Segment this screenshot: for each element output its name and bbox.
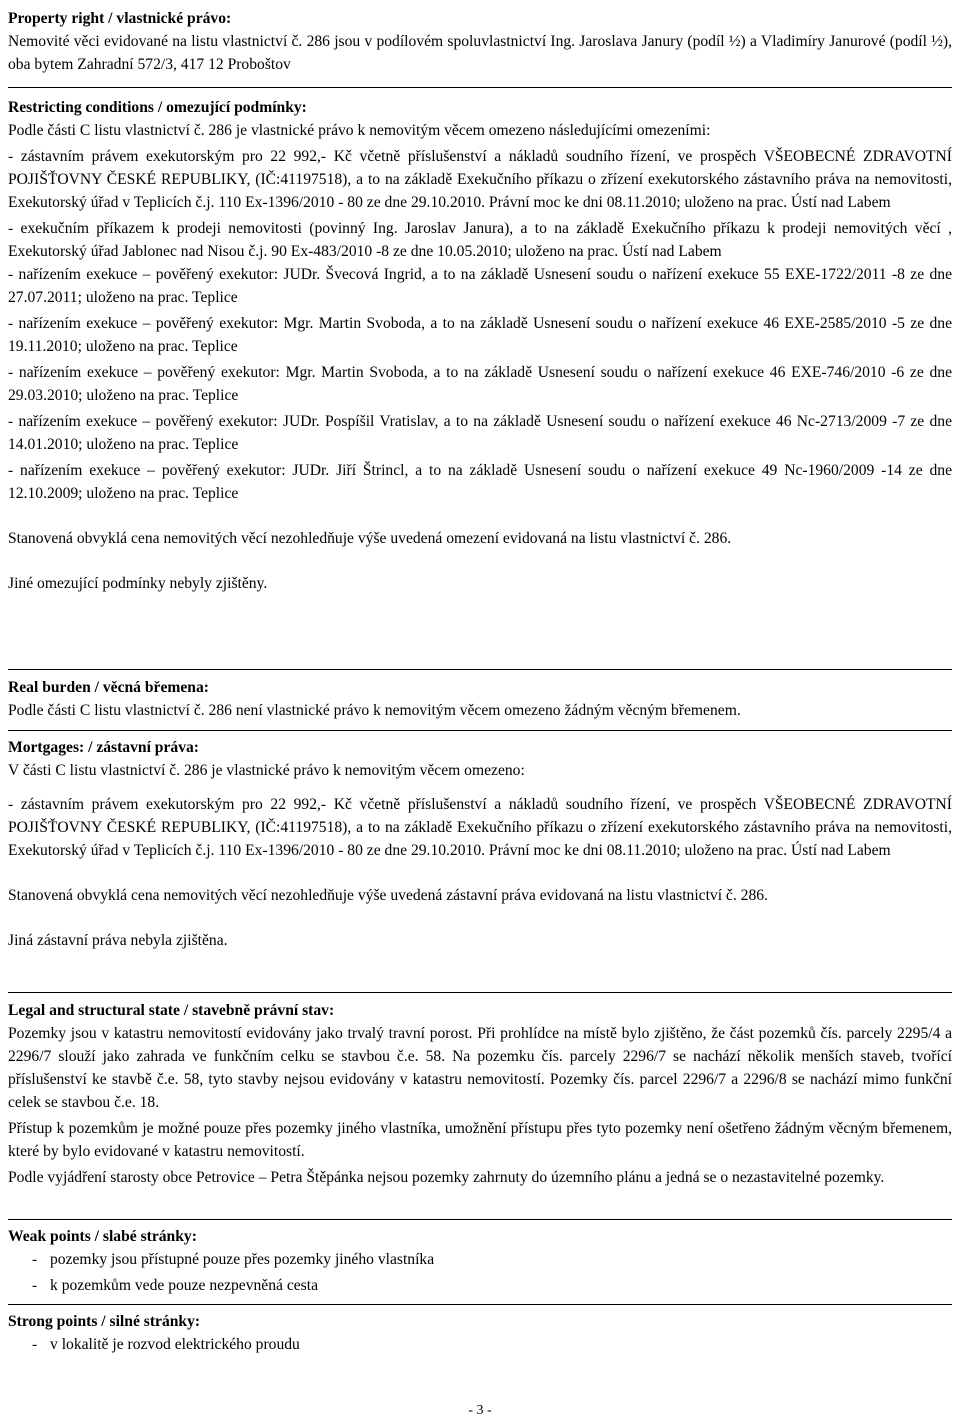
section-heading: Real burden / věcná břemena: [8, 679, 209, 696]
section-heading: Property right / vlastnické právo: [8, 10, 232, 27]
section-legal-state [8, 992, 952, 1189]
restriction-item: - nařízením exekuce – pověřený exekutor: JUDr. Pospíšil Vratislav, a to na základě Usnesení soudu o nařízení exekuce 46 Nc-2713/2009 -7 ze dne 14.01.2010; uloženo na prac. Teplice [8, 413, 952, 453]
bullet-dash: - [32, 1336, 38, 1353]
section-heading: Restricting conditions / omezující podmínky: [8, 99, 307, 116]
section-heading: Mortgages: / zástavní práva: [8, 739, 199, 756]
list-item-text: k pozemkům vede pouze nezpevněná cesta [50, 1277, 319, 1294]
section-weak-points [8, 1219, 952, 1297]
list-item [8, 1248, 952, 1271]
mortgages-note: Stanovená obvyklá cena nemovitých věcí nezohledňuje výše uvedená zástavní práva evidovaná na listu vlastnictví č. 286. [8, 887, 768, 904]
restricting-note: Stanovená obvyklá cena nemovitých věcí nezohledňuje výše uvedená omezení evidovaná na listu vlastnictví č. 286. [8, 530, 732, 547]
mortgages-note: Jiná zástavní práva nebyla zjištěna. [8, 932, 228, 949]
mortgage-item: - zástavním právem exekutorským pro 22 992,- Kč včetně příslušenství a nákladů soudního řízení, ve prospěch VŠEOBECNÉ ZDRAVOTNÍ POJIŠŤOVNY ČESKÉ REPUBLIKY, (IČ:41197518), a to na základě Exekučního příkazu o zřízení exekutorského zástavního práva na nemovitosti, Exekutorský úřad v Teplicích č.j. 110 Ex-1396/2010 - 80 ze dne 29.10.2010. Právní moc ke dni 08.11.2010; uloženo na prac. Ústí nad Labem [8, 796, 952, 859]
section-heading: Legal and structural state / stavebně právní stav: [8, 1002, 335, 1019]
section-heading: Strong points / silné stránky: [8, 1313, 201, 1330]
restriction-item: - exekučním příkazem k prodeji nemovitosti (povinný Ing. Jaroslav Janura), a to na základě Exekučního příkazu k prodeji nemovitých věcí , Exekutorský úřad Jablonec nad Nisou č.j. 90 Ex-483/2010 -8 ze dne 10.05.2010; uloženo na prac. Ústí nad Labem [8, 220, 952, 260]
list-item-text: pozemky jsou přístupné pouze přes pozemky jiného vlastníka [50, 1251, 435, 1268]
restriction-item: - zástavním právem exekutorským pro 22 992,- Kč včetně příslušenství a nákladů soudního řízení, ve prospěch VŠEOBECNÉ ZDRAVOTNÍ POJIŠŤOVNY ČESKÉ REPUBLIKY, (IČ:41197518), a to na základě Exekučního příkazu o zřízení exekutorského zástavního práva na nemovitosti, Exekutorský úřad v Teplicích č.j. 110 Ex-1396/2010 - 80 ze dne 29.10.2010. Právní moc ke dni 08.11.2010; uloženo na prac. Ústí nad Labem [8, 148, 952, 211]
section-mortgages [8, 730, 952, 952]
bullet-dash: - [32, 1251, 38, 1268]
restriction-item: - nařízením exekuce – pověřený exekutor: Mgr. Martin Svoboda, a to na základě Usnesení soudu o nařízení exekuce 46 EXE-746/2010 -6 ze dne 29.03.2010; uloženo na prac. Teplice [8, 364, 952, 404]
restricting-intro: Podle části C listu vlastnictví č. 286 je vlastnické právo k nemovitým věcem omezeno následujícími omezeními: [8, 122, 711, 139]
restriction-item: - nařízením exekuce – pověřený exekutor: Mgr. Martin Svoboda, a to na základě Usnesení soudu o nařízení exekuce 46 EXE-2585/2010 -5 ze dne 19.11.2010; uloženo na prac. Teplice [8, 315, 952, 355]
section-strong-points [8, 1304, 952, 1356]
restricting-note: Jiné omezující podmínky nebyly zjištěny. [8, 575, 268, 592]
section-restricting-conditions [8, 87, 952, 595]
list-item [8, 1274, 952, 1297]
list-item-text: v lokalitě je rozvod elektrického proudu [50, 1336, 300, 1353]
list-item [8, 1333, 952, 1356]
restriction-item: - nařízením exekuce – pověřený exekutor: JUDr. Švecová Ingrid, a to na základě Usnesení soudu o nařízení exekuce 55 EXE-1722/2011 -8 ze dne 27.07.2011; uloženo na prac. Teplice [8, 266, 952, 306]
section-real-burden [8, 669, 952, 722]
real-burden-text: Podle části C listu vlastnictví č. 286 není vlastnické právo k nemovitým věcem omezeno žádným věcným břemenem. [8, 702, 741, 719]
legal-paragraph: Pozemky jsou v katastru nemovitostí evidovány jako trvalý travní porost. Při prohlídce na místě bylo zjištěno, že část pozemků čís. parcely 2295/4 a 2296/7 slouží jako zahrada ve funkčním celku se stavbou č.e. 58. Na pozemku čís. parcely 2296/7 se nachází několik menších staveb, tvořící příslušenství ke stavbě č.e. 58, tyto stavby nejsou evidovány v katastru nemovitostí. Pozemky čís. parcel 2296/7 a 2296/8 se nachází mimo funkční celek se stavbou č.e. 18. [8, 1025, 952, 1111]
legal-paragraph: Podle vyjádření starosty obce Petrovice – Petra Štěpánka nejsou pozemky zahrnuty do územního plánu a jedná se o nezastavitelné pozemky. [8, 1169, 885, 1186]
property-right-text: Nemovité věci evidované na listu vlastnictví č. 286 jsou v podílovém spoluvlastnictví Ing. Jaroslava Janury (podíl ½) a Vladimíry Janurové (podíl ½), oba bytem Zahradní 572/3, 417 12 Proboštov [8, 33, 952, 73]
section-heading: Weak points / slabé stránky: [8, 1228, 197, 1245]
restriction-item: - nařízením exekuce – pověřený exekutor: JUDr. Jiří Štrincl, a to na základě Usnesení soudu o nařízení exekuce 49 Nc-1960/2009 -14 ze dne 12.10.2009; uloženo na prac. Teplice [8, 462, 952, 502]
section-property-right [8, 7, 952, 76]
legal-paragraph: Přístup k pozemkům je možné pouze přes pozemky jiného vlastníka, umožnění přístupu přes tyto pozemky není ošetřeno žádným věcným břemenem, které by bylo evidované v katastru nemovitostí. [8, 1120, 952, 1160]
mortgages-intro: V části C listu vlastnictví č. 286 je vlastnické právo k nemovitým věcem omezeno: [8, 762, 525, 779]
page-number: - 3 - [468, 1403, 492, 1418]
bullet-dash: - [32, 1277, 38, 1294]
